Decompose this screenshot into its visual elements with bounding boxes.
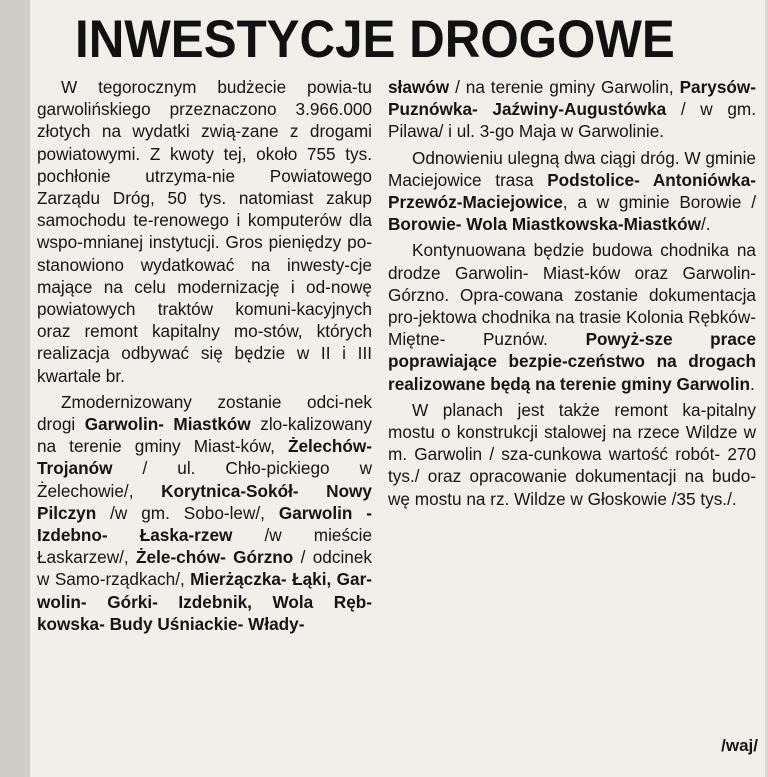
bold-road-name: Borowie- Wola Miastkowska-Miastków: [388, 214, 701, 235]
body-text: /w mieście Łaskarzew/,: [37, 525, 373, 568]
body-text: Odnowieniu ulegną dwa ciągi dróg. W gminie Maciejowice trasa: [388, 147, 756, 190]
paragraph: [388, 76, 756, 143]
body-text: .: [750, 373, 755, 394]
bold-road-name: Garwolin- Miastków: [84, 414, 251, 435]
paragraph: [388, 147, 756, 236]
bold-road-name: Podstolice- Antoniówka- Przewóz-Maciejowice: [388, 169, 757, 213]
body-text: W planach jest także remont ka-pitalny mostu o konstrukcji stalowej na rzece Wildze w m. Garwolin / sza-cunkowa wartość robót- 270 tys./ oraz opracowanie dokumentacji na budo-wę mostu na rz. Wildze w Głoskowie /35 tys./.: [388, 399, 756, 509]
body-text: Kontynuowana będzie budowa chodnika na drodze Garwolin- Miast-ków oraz Garwolin- Górzno. Opra-cowana zostanie dokumentacja pro-jektowa chodnika na trasie Kolonia Rębków- Miętne- Puznów.: [388, 240, 756, 350]
body-text: Zmodernizowany zostanie odci-nek drogi: [37, 391, 372, 435]
body-text: /w gm. Sobo-lew/,: [96, 502, 279, 523]
paragraph: [388, 399, 756, 510]
bold-road-name: Powyż-sze prace poprawiające bezpie-czeństwo na drogach realizowane będą na terenie gminy Garwolin: [388, 329, 757, 394]
body-text: zlo-kalizowany na terenie gminy Miast-ków,: [37, 414, 372, 457]
bold-road-name: Żelechów- Trojanów: [37, 436, 372, 479]
body-text: / ul. Chło-pickiego w Żelechowie/,: [37, 458, 372, 501]
body-text: / odcinek w Samo-rządkach/,: [37, 547, 372, 590]
bold-road-name: Mierżączka- Łąki, Gar-wolin- Górki- Izdebnik, Wola Ręb-kowska- Budy Uśniackie- Włady-: [37, 569, 372, 634]
bold-road-name: sławów: [388, 77, 450, 97]
body-text: /.: [700, 214, 711, 235]
left-column: [37, 76, 372, 635]
right-column: [388, 76, 756, 510]
bold-road-name: Garwolin - Izdebno- Łaska-rzew: [37, 502, 372, 546]
byline: /waj/: [721, 736, 758, 755]
bold-road-name: Korytnica-Sokół- Nowy Pilczyn: [37, 480, 372, 523]
headline: INWESTYCJE DROGOWE: [75, 10, 675, 69]
body-text: W tegorocznym budżecie powia-tu garwolińskiego przeznaczono 3.966.000 złotych na wydatki zwią-zane z drogami powiatowymi. Z kwoty tej, około 755 tys. pochłonie utrzyma-nie Powiatowego Zarządu Dróg, 50 tys. natomiast zakup samochodu te-renowego i komputerów dla wspo-mnianej instytucji. Gros pieniędzy po-stanowiono wydatkować na inwesty-cje mające na celu modernizację i od-nowę powiatowych traktów komuni-kacyjnych oraz remont kapitalny mo-stów, których realizacja odbywać się będzie w II i III kwartale br.: [37, 77, 372, 386]
body-text: / na terenie gminy Garwolin,: [449, 77, 680, 97]
body-text: / w gm. Pilawa/ i ul. 3-go Maja w Garwolinie.: [388, 99, 757, 142]
page-edge: [0, 0, 30, 777]
paragraph: [388, 239, 756, 394]
bold-road-name: Żele-chów- Górzno: [136, 547, 294, 568]
bold-road-name: Parysów- Puznówka- Jaźwiny-Augustówka: [388, 77, 756, 120]
paragraph: [37, 76, 372, 387]
body-text: , a w gminie Borowie /: [562, 192, 756, 213]
paragraph: [37, 391, 372, 635]
